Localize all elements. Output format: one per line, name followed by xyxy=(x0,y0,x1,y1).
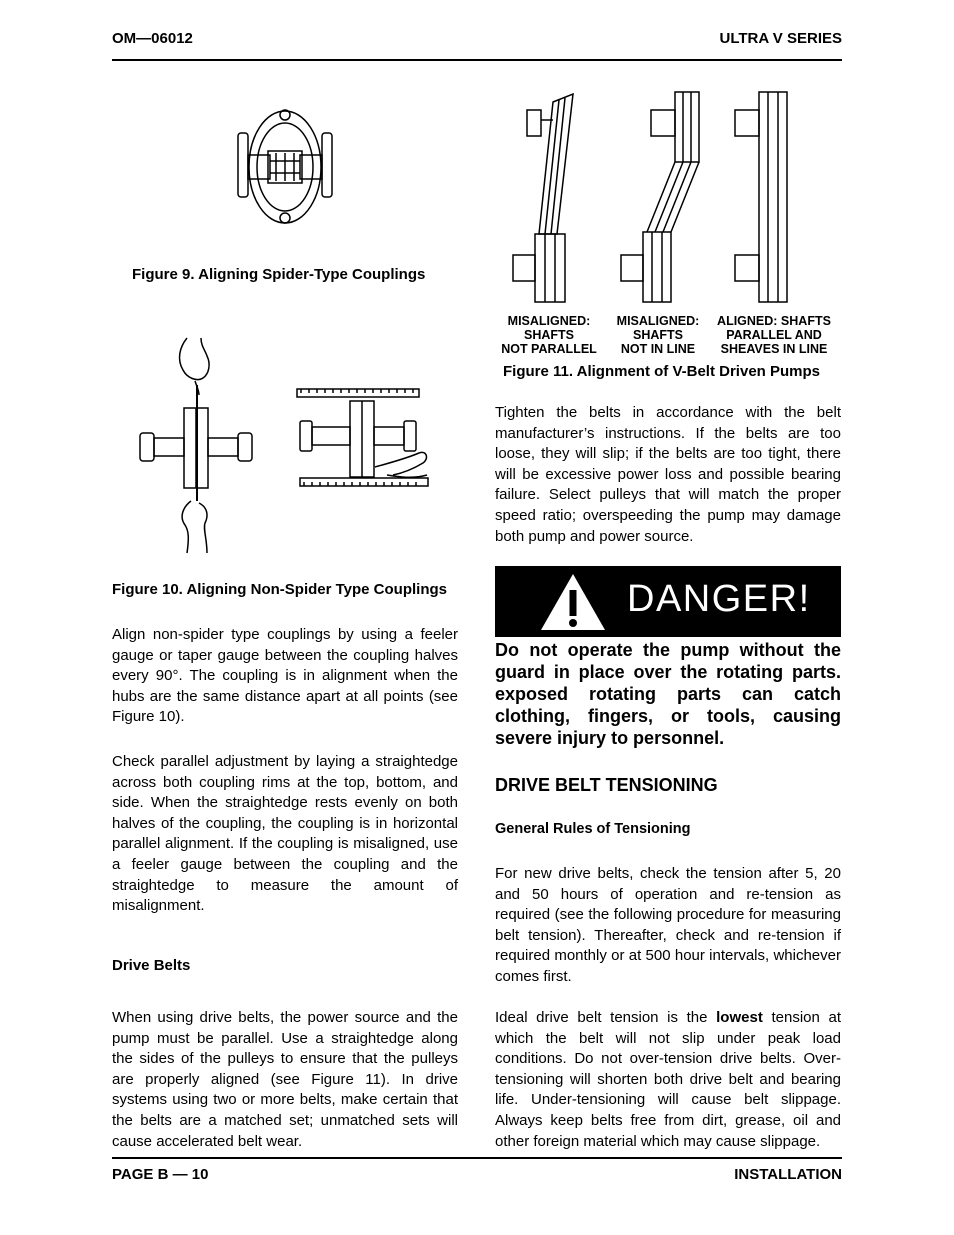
figure-10-illustration xyxy=(135,333,435,558)
figure-10-caption: Figure 10. Aligning Non-Spider Type Couplings xyxy=(112,581,448,598)
figure-9-caption: Figure 9. Aligning Spider-Type Couplings xyxy=(132,266,426,283)
fig11-label-aligned xyxy=(712,314,836,356)
header-rule xyxy=(112,59,842,61)
section-heading-drive-belt-tensioning: DRIVE BELT TENSIONING xyxy=(495,775,718,795)
ideal-tension-text-end: tension at which the belt will not slip under peak load conditions. Do not over-tension drive belts. Over-tensioning will shorten both drive belt and bearing life. Under-tensioning will cause belt slippage. Always keep belts free from dirt, grease, oil and other foreign material which may cause slippage. xyxy=(495,1009,841,1150)
label-line: MISALIGNED: xyxy=(616,314,700,328)
paragraph-new-belts: For new drive belts, check the tension after 5, 20 and 50 hours of operation and re-tension as required (see the following procedure for measuring belt tension). Thereafter, check and re-tension if required monthly or at 500 hour intervals, whichever comes first. xyxy=(495,865,841,985)
label-line: ALIGNED: SHAFTS xyxy=(717,314,831,328)
danger-label: DANGER! xyxy=(627,578,811,620)
paragraph-non-spider-alignment: Align non-spider type couplings by using a feeler gauge or taper gauge between the coupling halves every 90°. The coupling is in alignment when the hubs are the same distance apart at all points (see Figure 10). xyxy=(112,626,458,726)
warning-triangle-icon xyxy=(539,572,607,632)
fig11-label-not-in-line xyxy=(606,314,710,356)
general-rules-heading: General Rules of Tensioning xyxy=(495,821,691,837)
footer-rule xyxy=(112,1157,842,1159)
paragraph-drive-belts: When using drive belts, the power source and the pump must be parallel. Use a straightedge along the sides of the pulleys to ensure that the pulleys are properly aligned (see Figure 11). In drive systems using two or more belts, make certain that the belts are a matched set; unmatched sets will cause accelerated belt wear. xyxy=(112,1009,458,1150)
paragraph-ideal-tension xyxy=(495,1008,841,1152)
figure-9-illustration xyxy=(230,105,340,230)
label-line: NOT IN LINE xyxy=(620,342,696,356)
label-line: MISALIGNED: xyxy=(507,314,591,328)
label-line: SHAFTS xyxy=(524,328,574,342)
drive-belts-heading: Drive Belts xyxy=(112,957,191,974)
ideal-tension-text-start: Ideal drive belt tension is the xyxy=(495,1009,717,1026)
doc-number: OM—06012 xyxy=(112,30,193,47)
page-number: PAGE B — 10 xyxy=(112,1166,209,1183)
fig11-label-not-parallel xyxy=(497,314,601,356)
paragraph-parallel-adjustment: Check parallel adjustment by laying a straightedge across both coupling rims at the top, bottom, and side. When the straightedge rests evenly on both halves of the coupling, the coupling is in horizontal parallel alignment. If the coupling is misaligned, use a feeler gauge between the coupling and the straightedge to measure the amount of misalignment. xyxy=(112,753,458,915)
series-title: ULTRA V SERIES xyxy=(719,30,842,47)
label-line: SHEAVES IN LINE xyxy=(720,342,828,356)
figure-11-caption: Figure 11. Alignment of V-Belt Driven Pumps xyxy=(503,363,820,380)
label-line: NOT PARALLEL xyxy=(501,342,597,356)
label-line: PARALLEL AND xyxy=(726,328,822,342)
ideal-tension-emphasis: lowest xyxy=(716,1009,763,1026)
danger-banner xyxy=(495,566,841,637)
paragraph-tighten-belts: Tighten the belts in accordance with the belt manufacturer’s instructions. If the belts are too loose, they will slip; if the belts are too tight, there will be excessive power loss and possible bearing failure. Select pulleys that will match the proper speed ratio; overspeeding the pump may damage both pump and power source. xyxy=(495,404,841,545)
figure-11-illustration xyxy=(505,90,795,305)
danger-warning-text: Do not operate the pump without the guard in place over the rotating parts. exposed rotating parts can catch clothing, fingers, or tools, causing severe injury to personnel. xyxy=(495,640,841,748)
label-line: SHAFTS xyxy=(633,328,683,342)
section-name: INSTALLATION xyxy=(734,1166,842,1183)
